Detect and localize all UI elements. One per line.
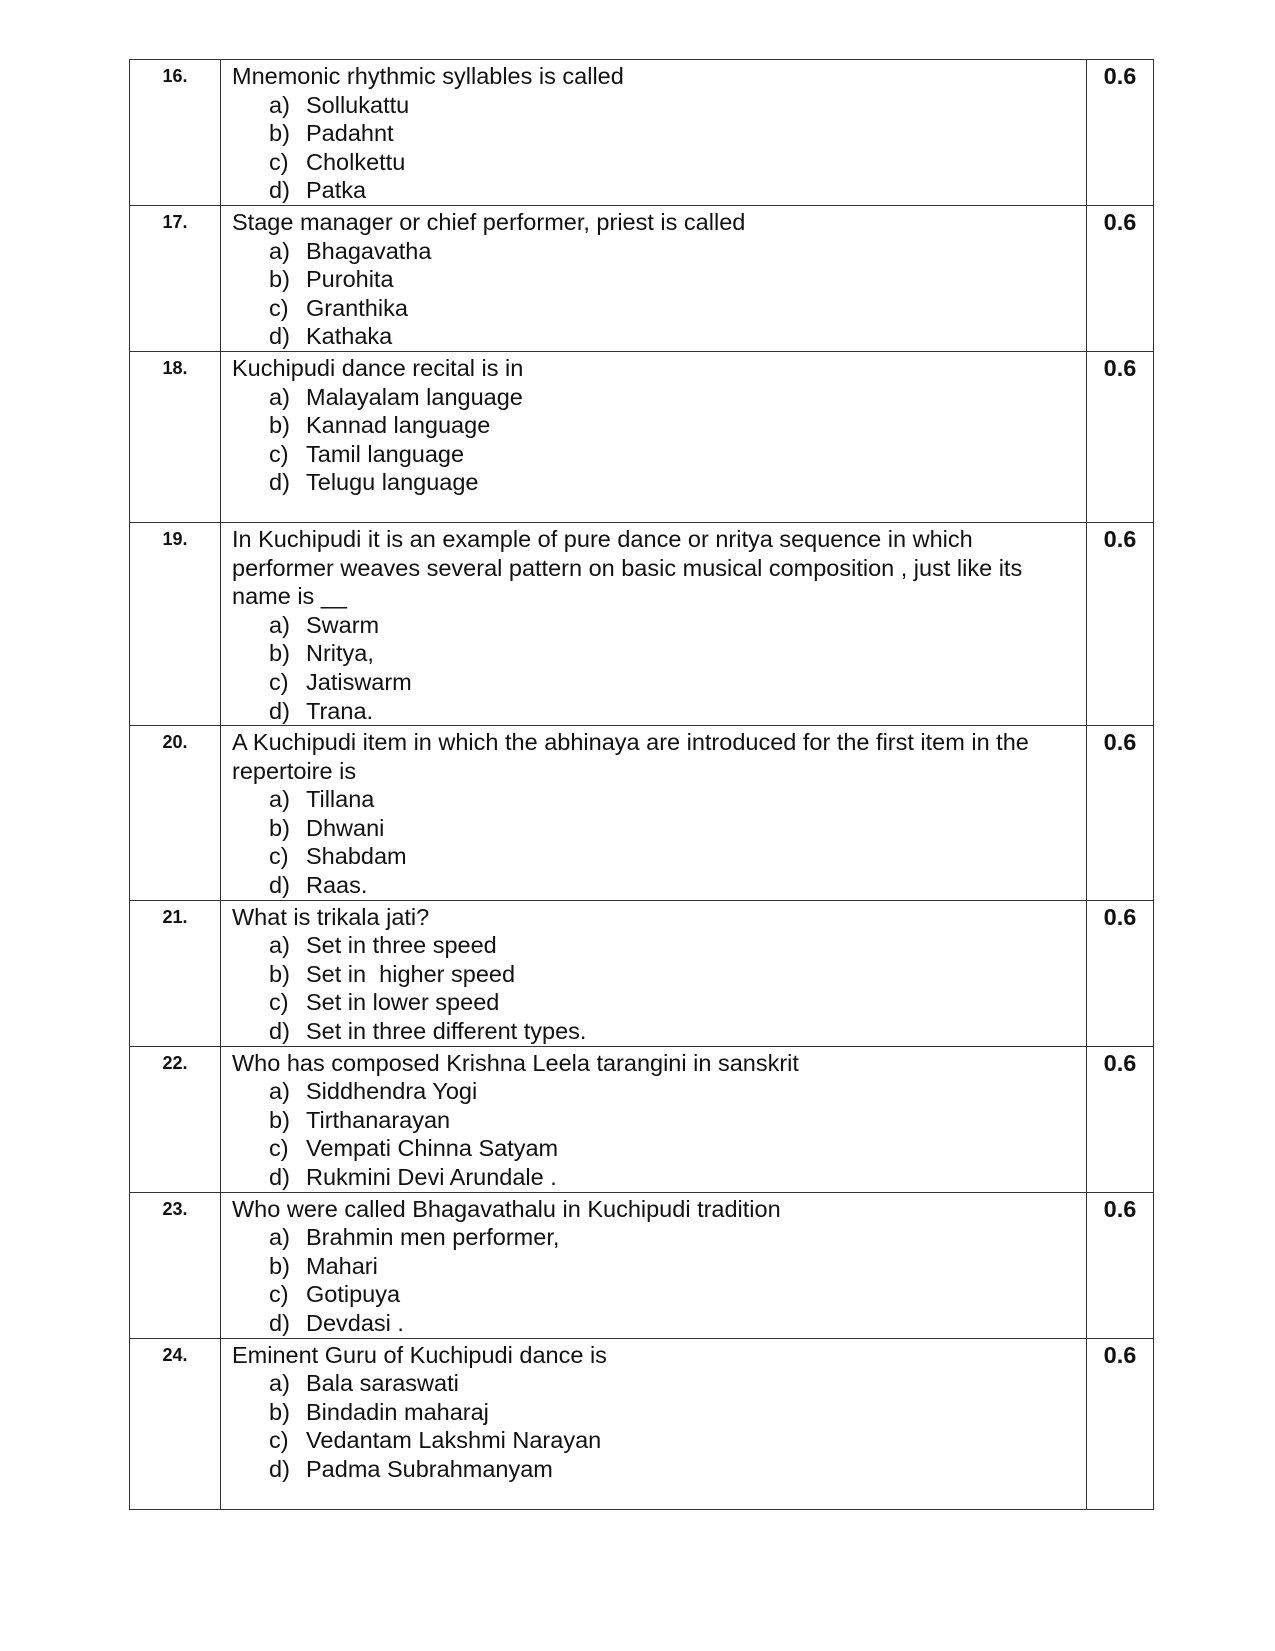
option-letter: b) — [269, 1252, 290, 1279]
option-letter: a) — [269, 932, 290, 959]
option-letter: d) — [269, 323, 290, 350]
question-text: Kuchipudi dance recital is in — [232, 354, 524, 381]
option-item — [269, 383, 1076, 412]
question-row — [130, 1192, 1154, 1338]
option-item — [269, 322, 1076, 351]
question-row — [130, 522, 1154, 725]
option-letter: c) — [269, 1281, 289, 1308]
option-item — [269, 1106, 1076, 1135]
option-letter: c) — [269, 989, 289, 1016]
option-letter: b) — [269, 814, 290, 841]
option-letter: d) — [269, 177, 290, 204]
option-text: Raas. — [306, 872, 368, 899]
option-item — [269, 1455, 1076, 1484]
option-letter: c) — [269, 294, 289, 321]
question-row — [130, 1046, 1154, 1192]
option-text: Kannad language — [306, 412, 491, 439]
option-text: Gotipuya — [306, 1281, 401, 1308]
option-text: Dhwani — [306, 814, 385, 841]
option-item — [269, 842, 1076, 871]
option-item — [269, 1134, 1076, 1163]
option-text: Set in three different types. — [306, 1018, 587, 1045]
question-text: A Kuchipudi item in which the abhinaya are introduced for the first item in the repertoire is — [232, 729, 1029, 784]
question-body — [221, 900, 1087, 1046]
question-text: Stage manager or chief performer, priest is called — [232, 208, 746, 235]
option-letter: b) — [269, 120, 290, 147]
question-number: 21. — [130, 900, 221, 1046]
question-text: In Kuchipudi it is an example of pure dance or nritya sequence in which performer weaves several pattern on basic musical composition , just like its name is __ — [232, 525, 1023, 610]
option-text: Tamil language — [306, 440, 465, 467]
question-row — [130, 60, 1154, 206]
option-item — [269, 785, 1076, 814]
option-item — [269, 960, 1076, 989]
question-number: 19. — [130, 522, 221, 725]
question-row — [130, 1338, 1154, 1509]
option-letter: b) — [269, 1398, 290, 1425]
marks-value: 0.6 — [1087, 726, 1154, 901]
options-list — [232, 1077, 1076, 1191]
question-body — [221, 1046, 1087, 1192]
option-text: Patka — [306, 177, 367, 204]
question-body — [221, 522, 1087, 725]
option-letter: d) — [269, 469, 290, 496]
option-letter: a) — [269, 383, 290, 410]
option-text: Bhagavatha — [306, 237, 432, 264]
option-text: Tillana — [306, 786, 375, 813]
marks-value: 0.6 — [1087, 522, 1154, 725]
question-row — [130, 351, 1154, 522]
option-item — [269, 119, 1076, 148]
marks-value: 0.6 — [1087, 351, 1154, 522]
option-text: Devdasi . — [306, 1309, 404, 1336]
option-letter: d) — [269, 1309, 290, 1336]
option-text: Padahnt — [306, 120, 394, 147]
option-item — [269, 1309, 1076, 1338]
option-item — [269, 871, 1076, 900]
option-letter: c) — [269, 1135, 289, 1162]
option-text: Set in lower speed — [306, 989, 500, 1016]
marks-value: 0.6 — [1087, 1046, 1154, 1192]
question-body — [221, 1192, 1087, 1338]
question-number: 22. — [130, 1046, 221, 1192]
marks-value: 0.6 — [1087, 1192, 1154, 1338]
option-item — [269, 91, 1076, 120]
option-text: Bindadin maharaj — [306, 1398, 489, 1425]
option-text: Sollukattu — [306, 91, 410, 118]
option-letter: d) — [269, 1455, 290, 1482]
option-item — [269, 639, 1076, 668]
option-letter: b) — [269, 1106, 290, 1133]
option-item — [269, 1163, 1076, 1192]
option-text: Shabdam — [306, 843, 407, 870]
options-list — [232, 91, 1076, 205]
option-text: Trana. — [306, 697, 374, 724]
option-letter: c) — [269, 668, 289, 695]
option-item — [269, 1280, 1076, 1309]
option-letter: a) — [269, 91, 290, 118]
option-letter: c) — [269, 1427, 289, 1454]
option-letter: d) — [269, 872, 290, 899]
option-letter: c) — [269, 148, 289, 175]
option-item — [269, 611, 1076, 640]
option-text: Purohita — [306, 266, 394, 293]
option-letter: a) — [269, 237, 290, 264]
options-list — [232, 931, 1076, 1045]
options-list — [232, 611, 1076, 725]
question-number: 16. — [130, 60, 221, 206]
option-item — [269, 931, 1076, 960]
option-text: Rukmini Devi Arundale . — [306, 1164, 557, 1190]
options-list — [232, 1369, 1076, 1483]
option-item — [269, 265, 1076, 294]
option-letter: b) — [269, 640, 290, 667]
option-item — [269, 1369, 1076, 1398]
option-letter: a) — [269, 786, 290, 813]
options-list — [232, 1223, 1076, 1337]
option-text: Brahmin men performer, — [306, 1224, 560, 1251]
option-letter: d) — [269, 697, 290, 724]
question-text: Eminent Guru of Kuchipudi dance is — [232, 1341, 607, 1368]
option-letter: c) — [269, 843, 289, 870]
option-letter: a) — [269, 1224, 290, 1251]
option-item — [269, 988, 1076, 1017]
option-item — [269, 1077, 1076, 1106]
option-item — [269, 176, 1076, 205]
option-text: Siddhendra Yogi — [306, 1078, 478, 1105]
option-item — [269, 148, 1076, 177]
option-item — [269, 468, 1076, 497]
options-list — [232, 383, 1076, 497]
option-item — [269, 697, 1076, 726]
option-item — [269, 1017, 1076, 1046]
option-item — [269, 1223, 1076, 1252]
option-text: Kathaka — [306, 323, 393, 350]
question-body — [221, 60, 1087, 206]
options-list — [232, 785, 1076, 899]
option-letter: a) — [269, 1078, 290, 1105]
option-text: Set in higher speed — [306, 960, 516, 987]
option-item — [269, 237, 1076, 266]
option-text: Jatiswarm — [306, 668, 412, 695]
option-text: Tirthanarayan — [306, 1106, 451, 1133]
question-table — [129, 59, 1154, 1510]
question-text: What is trikala jati? — [232, 903, 430, 930]
option-letter: c) — [269, 440, 289, 467]
question-number: 23. — [130, 1192, 221, 1338]
option-text: Telugu language — [306, 469, 479, 496]
option-letter: b) — [269, 960, 290, 987]
option-item — [269, 1398, 1076, 1427]
option-letter: d) — [269, 1164, 290, 1190]
question-text: Mnemonic rhythmic syllables is called — [232, 63, 624, 89]
question-row — [130, 726, 1154, 901]
marks-value: 0.6 — [1087, 900, 1154, 1046]
option-text: Padma Subrahmanyam — [306, 1455, 553, 1482]
option-letter: b) — [269, 412, 290, 439]
option-text: Granthika — [306, 294, 408, 321]
question-text: Who were called Bhagavathalu in Kuchipudi tradition — [232, 1195, 781, 1222]
question-body — [221, 351, 1087, 522]
option-item — [269, 1252, 1076, 1281]
question-number: 18. — [130, 351, 221, 522]
question-row — [130, 205, 1154, 351]
question-number: 17. — [130, 205, 221, 351]
option-item — [269, 294, 1076, 323]
option-text: Malayalam language — [306, 383, 523, 410]
marks-value: 0.6 — [1087, 1338, 1154, 1509]
options-list — [232, 237, 1076, 351]
option-letter: a) — [269, 611, 290, 638]
question-number: 20. — [130, 726, 221, 901]
option-text: Bala saraswati — [306, 1370, 459, 1397]
question-text: Who has composed Krishna Leela tarangini in sanskrit — [232, 1049, 799, 1076]
option-text: Set in three speed — [306, 932, 497, 959]
option-letter: d) — [269, 1018, 290, 1045]
question-body — [221, 726, 1087, 901]
option-text: Swarm — [306, 611, 380, 638]
option-letter: b) — [269, 266, 290, 293]
option-item — [269, 814, 1076, 843]
option-text: Mahari — [306, 1252, 378, 1279]
option-item — [269, 440, 1076, 469]
marks-value: 0.6 — [1087, 205, 1154, 351]
option-item — [269, 1426, 1076, 1455]
option-item — [269, 411, 1076, 440]
question-row — [130, 900, 1154, 1046]
option-text: Nritya, — [306, 640, 374, 667]
question-body — [221, 205, 1087, 351]
question-number: 24. — [130, 1338, 221, 1509]
option-item — [269, 668, 1076, 697]
option-letter: a) — [269, 1370, 290, 1397]
option-text: Vedantam Lakshmi Narayan — [306, 1427, 602, 1454]
marks-value: 0.6 — [1087, 60, 1154, 206]
question-body — [221, 1338, 1087, 1509]
option-text: Cholkettu — [306, 148, 406, 175]
option-text: Vempati Chinna Satyam — [306, 1135, 559, 1162]
